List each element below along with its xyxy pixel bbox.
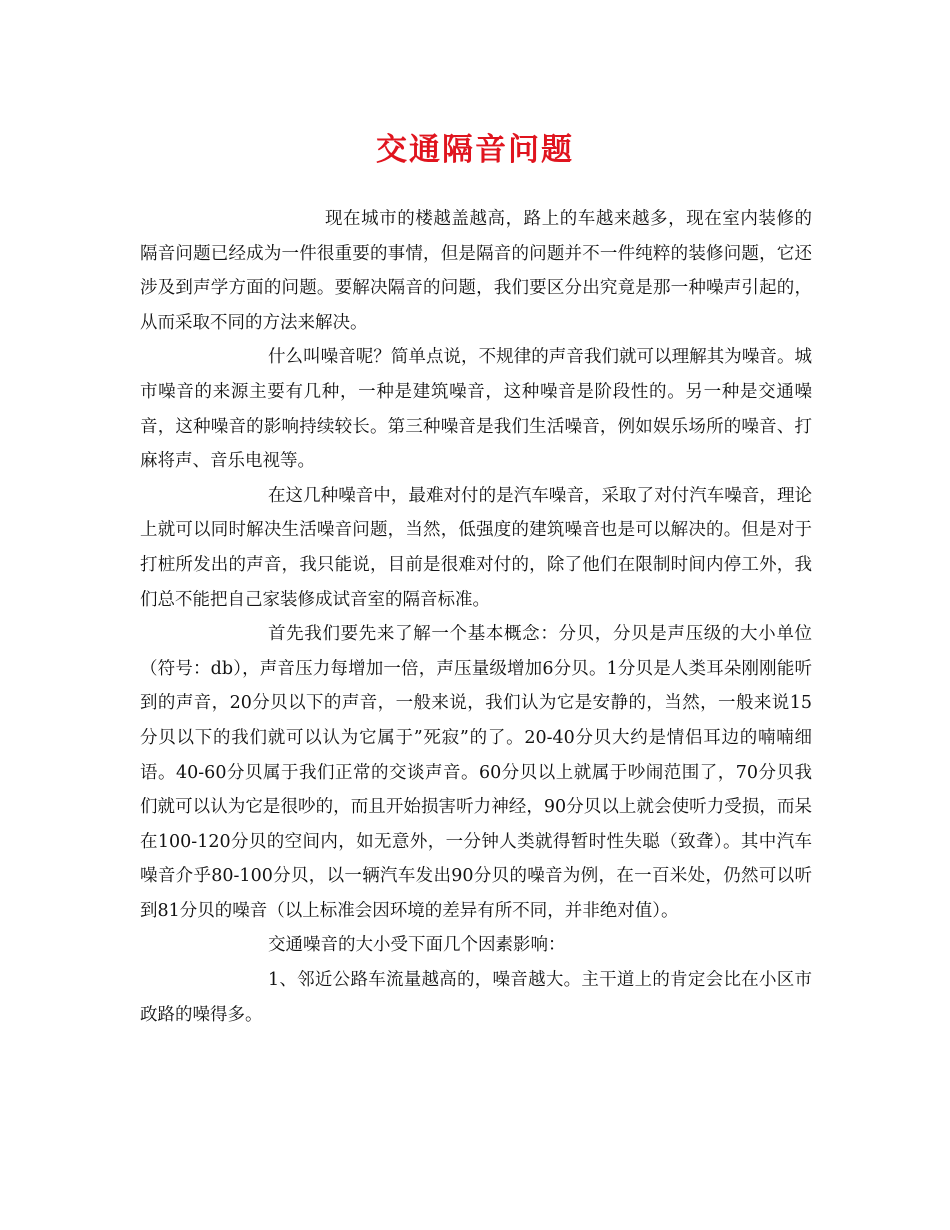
paragraph-car-noise: 在这几种噪音中，最难对付的是汽车噪音，采取了对付汽车噪音，理论上就可以同时解决生活噪音问题，当然，低强度的建筑噪音也是可以解决的。但是对于打桩所发出的声音，我只能说，目前是很难对付的，除了他们在限制时间内停工外，我们总不能把自己家装修成试音室的隔音标准。 [140, 485, 812, 610]
paragraph-noise-definition: 什么叫噪音呢？简单点说，不规律的声音我们就可以理解其为噪音。城市噪音的来源主要有几种，一种是建筑噪音，这种噪音是阶段性的。另一种是交通噪音，这种噪音的影响持续较长。第三种噪音是我们生活噪音，例如娱乐场所的噪音、打麻将声、音乐电视等。 [140, 347, 812, 472]
paragraph-factors-intro: 交通噪音的大小受下面几个因素影响： [268, 935, 566, 956]
document-body [140, 202, 812, 1032]
paragraph-intro: 现在城市的楼越盖越高，路上的车越来越多，现在室内装修的隔音问题已经成为一件很重要的事情，但是隔音的问题并不一件纯粹的装修问题，它还涉及到声学方面的问题。要解决隔音的问题，我们要区分出究竟是那一种噪声引起的，从而采取不同的方法来解决。 [140, 209, 812, 333]
paragraph-factor-1: 1、邻近公路车流量越高的，噪音越大。主干道上的肯定会比在小区市政路的噪得多。 [140, 970, 812, 1025]
paragraph-decibel: 首先我们要先来了解一个基本概念：分贝，分贝是声压级的大小单位（符号：db），声音压力每增加一倍，声压量级增加6分贝。1分贝是人类耳朵刚刚能听到的声音，20分贝以下的声音，一般来说，我们认为它是安静的，当然，一般来说15分贝以下的我们就可以认为它属于”死寂”的了。20-40分贝大约是情侣耳边的喃喃细语。40-60分贝属于我们正常的交谈声音。60分贝以上就属于吵闹范围了，70分贝我们就可以认为它是很吵的，而且开始损害听力神经，90分贝以上就会使听力受损，而呆在100-120分贝的空间内，如无意外，一分钟人类就得暂时性失聪（致聋）。其中汽车噪音介乎80-100分贝，以一辆汽车发出90分贝的噪音为例，在一百米处，仍然可以听到81分贝的噪音（以上标准会因环境的差异有所不同，并非绝对值）。 [140, 624, 812, 921]
document-title: 交通隔音问题 [376, 132, 574, 168]
